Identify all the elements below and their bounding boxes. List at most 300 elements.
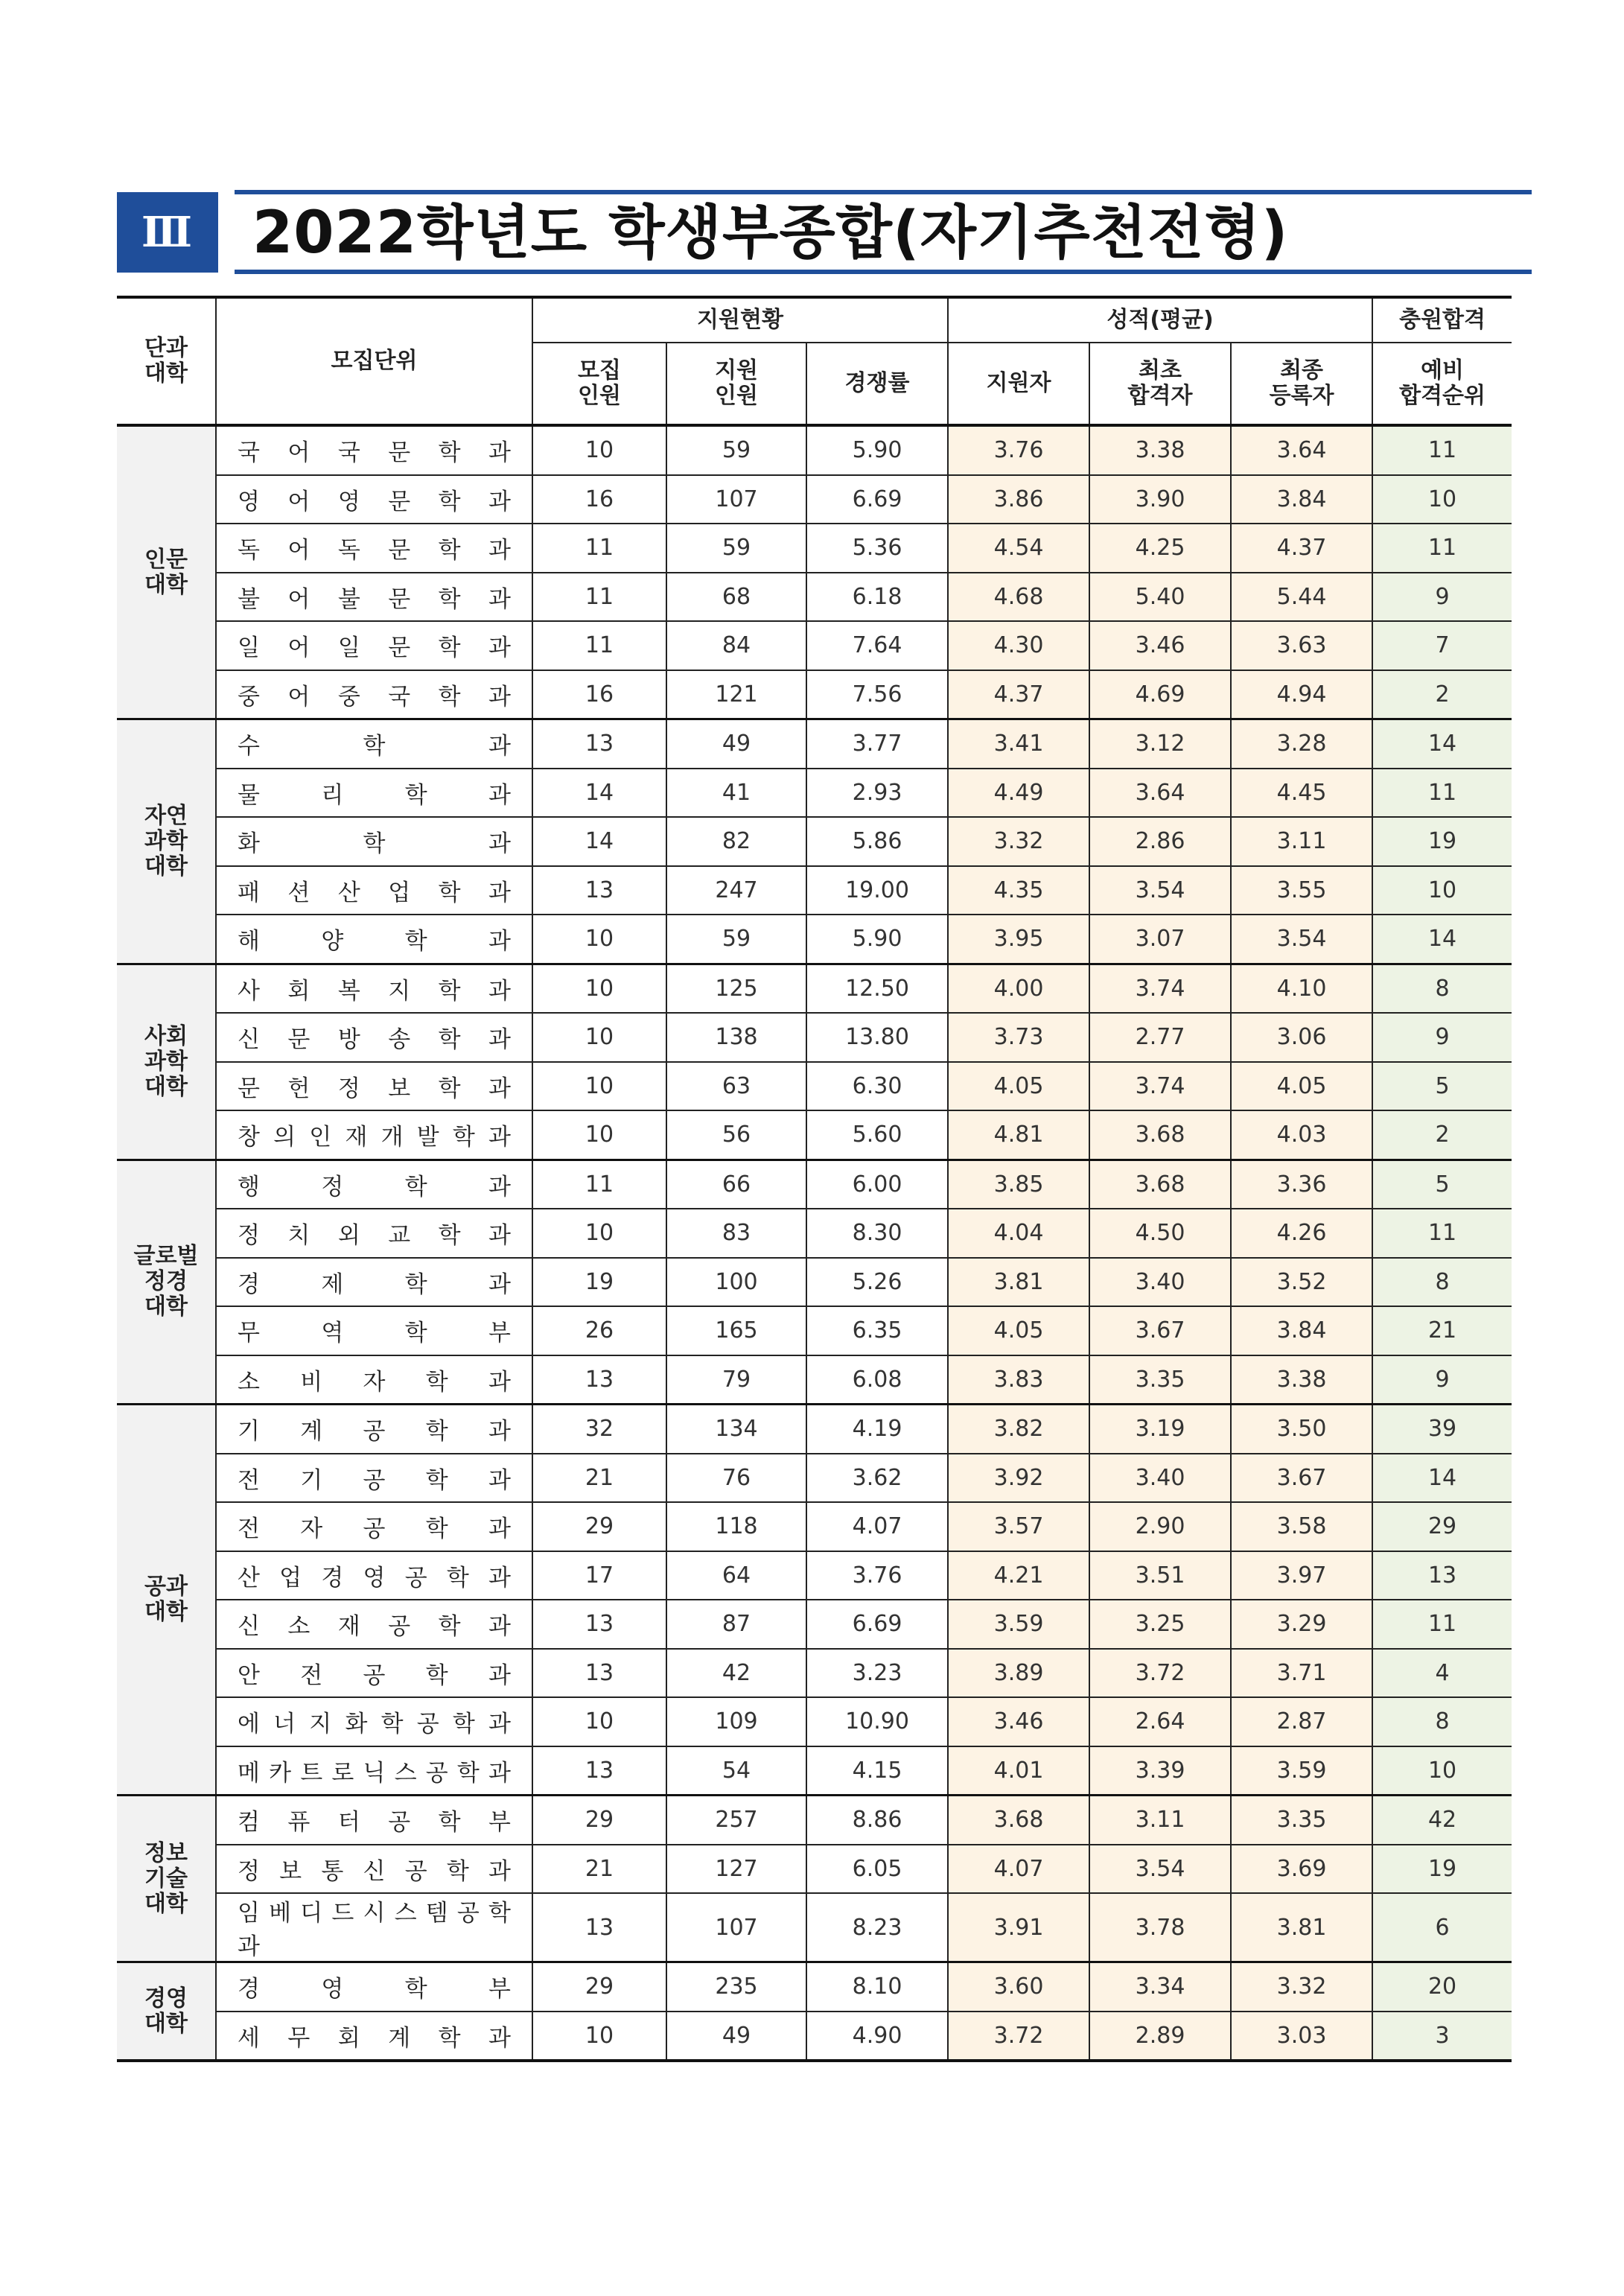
grade-first-pass-cell: 2.89: [1089, 2012, 1231, 2061]
header-waitlist-rank-label: 예비 합격순위: [1399, 357, 1486, 409]
grade-first-pass-cell: 3.64: [1089, 769, 1231, 818]
grade-first-pass-cell: 3.40: [1089, 1258, 1231, 1307]
college-name: 인문 대학: [144, 546, 188, 598]
table-row: [117, 1258, 1512, 1307]
waitlist-rank-cell: 11: [1372, 1209, 1512, 1258]
header-ratio: [806, 343, 948, 425]
grade-applicant-cell: 4.01: [948, 1746, 1089, 1796]
applicants-cell: 42: [666, 1649, 806, 1698]
unit-cell: 불 어 불 문 학 과: [216, 573, 532, 622]
college-cell: [117, 1962, 216, 2061]
unit-cell: 경 영 학 부: [216, 1962, 532, 2012]
applicants-cell: 109: [666, 1697, 806, 1746]
header-unit-label: 모집단위: [331, 348, 418, 374]
grade-final-enrolled-cell: 3.29: [1231, 1600, 1372, 1649]
ratio-cell: 6.69: [806, 1600, 948, 1649]
quota-cell: 10: [532, 1062, 666, 1111]
college-cell: [117, 719, 216, 964]
table-row: [117, 1160, 1512, 1209]
quota-cell: 10: [532, 964, 666, 1013]
unit-cell: 안 전 공 학 과: [216, 1649, 532, 1698]
table-row: [117, 670, 1512, 719]
ratio-cell: 13.80: [806, 1013, 948, 1062]
header-applicant-status: [532, 297, 948, 343]
unit-cell: 산 업 경 영 공 학 과: [216, 1551, 532, 1600]
unit-cell: 패 션 산 업 학 과: [216, 866, 532, 915]
header-grade-final-enrolled-label: 최종 등록자: [1269, 357, 1334, 409]
table-row: [117, 1649, 1512, 1698]
table-row: [117, 1062, 1512, 1111]
applicants-cell: 235: [666, 1962, 806, 2012]
header-waitlist-rank: [1372, 343, 1512, 425]
quota-cell: 11: [532, 524, 666, 573]
quota-cell: 29: [532, 1502, 666, 1551]
grade-final-enrolled-cell: 4.37: [1231, 524, 1372, 573]
waitlist-rank-cell: 14: [1372, 915, 1512, 964]
grade-first-pass-cell: 2.77: [1089, 1013, 1231, 1062]
unit-cell: 정 보 통 신 공 학 과: [216, 1845, 532, 1894]
unit-cell: 영 어 영 문 학 과: [216, 475, 532, 524]
unit-cell: 중 어 중 국 학 과: [216, 670, 532, 719]
admission-results-table: [117, 296, 1512, 2062]
applicants-cell: 59: [666, 425, 806, 475]
waitlist-rank-cell: 10: [1372, 1746, 1512, 1796]
unit-cell: 임 베 디 드 시 스 템 공 학 과: [216, 1893, 532, 1962]
applicants-cell: 56: [666, 1110, 806, 1160]
grade-first-pass-cell: 3.07: [1089, 915, 1231, 964]
grade-final-enrolled-cell: 4.94: [1231, 670, 1372, 719]
grade-final-enrolled-cell: 3.67: [1231, 1454, 1372, 1503]
applicants-cell: 63: [666, 1062, 806, 1111]
table-row: [117, 1405, 1512, 1454]
applicants-cell: 59: [666, 915, 806, 964]
waitlist-rank-cell: 20: [1372, 1962, 1512, 2012]
grade-final-enrolled-cell: 3.84: [1231, 1306, 1372, 1355]
quota-cell: 13: [532, 866, 666, 915]
grade-final-enrolled-cell: 3.38: [1231, 1355, 1372, 1405]
unit-cell: 일 어 일 문 학 과: [216, 621, 532, 670]
waitlist-rank-cell: 39: [1372, 1405, 1512, 1454]
applicants-cell: 125: [666, 964, 806, 1013]
header-applicant-status-label: 지원현황: [697, 307, 783, 333]
waitlist-rank-cell: 21: [1372, 1306, 1512, 1355]
grade-first-pass-cell: 3.12: [1089, 719, 1231, 769]
grade-final-enrolled-cell: 3.58: [1231, 1502, 1372, 1551]
table-row: [117, 1209, 1512, 1258]
grade-first-pass-cell: 3.54: [1089, 1845, 1231, 1894]
waitlist-rank-cell: 8: [1372, 964, 1512, 1013]
grade-applicant-cell: 4.35: [948, 866, 1089, 915]
ratio-cell: 5.26: [806, 1258, 948, 1307]
waitlist-rank-cell: 6: [1372, 1893, 1512, 1962]
grade-first-pass-cell: 3.39: [1089, 1746, 1231, 1796]
header-ratio-label: 경쟁률: [844, 370, 910, 396]
ratio-cell: 6.35: [806, 1306, 948, 1355]
grade-final-enrolled-cell: 3.55: [1231, 866, 1372, 915]
quota-cell: 13: [532, 1600, 666, 1649]
ratio-cell: 7.56: [806, 670, 948, 719]
quota-cell: 32: [532, 1405, 666, 1454]
table-row: [117, 1893, 1512, 1962]
quota-cell: 13: [532, 1649, 666, 1698]
grade-final-enrolled-cell: 4.10: [1231, 964, 1372, 1013]
ratio-cell: 3.77: [806, 719, 948, 769]
waitlist-rank-cell: 9: [1372, 573, 1512, 622]
waitlist-rank-cell: 14: [1372, 719, 1512, 769]
waitlist-rank-cell: 11: [1372, 769, 1512, 818]
grade-applicant-cell: 3.81: [948, 1258, 1089, 1307]
table-row: [117, 524, 1512, 573]
applicants-cell: 49: [666, 2012, 806, 2061]
quota-cell: 10: [532, 2012, 666, 2061]
quota-cell: 10: [532, 425, 666, 475]
grade-first-pass-cell: 3.68: [1089, 1110, 1231, 1160]
unit-cell: 국 어 국 문 학 과: [216, 425, 532, 475]
grade-applicant-cell: 3.46: [948, 1697, 1089, 1746]
grade-final-enrolled-cell: 3.06: [1231, 1013, 1372, 1062]
header-grade-final-enrolled: [1231, 343, 1372, 425]
grade-applicant-cell: 3.85: [948, 1160, 1089, 1209]
grade-applicant-cell: 3.86: [948, 475, 1089, 524]
ratio-cell: 5.60: [806, 1110, 948, 1160]
college-cell: [117, 964, 216, 1160]
grade-applicant-cell: 3.32: [948, 817, 1089, 866]
grade-first-pass-cell: 3.35: [1089, 1355, 1231, 1405]
grade-final-enrolled-cell: 3.69: [1231, 1845, 1372, 1894]
grade-applicant-cell: 3.57: [948, 1502, 1089, 1551]
grade-applicant-cell: 3.60: [948, 1962, 1089, 2012]
college-name: 사회 과학 대학: [144, 1023, 188, 1100]
unit-cell: 세 무 회 계 학 과: [216, 2012, 532, 2061]
applicants-cell: 87: [666, 1600, 806, 1649]
grade-first-pass-cell: 3.78: [1089, 1893, 1231, 1962]
grade-first-pass-cell: 3.38: [1089, 425, 1231, 475]
grade-final-enrolled-cell: 3.52: [1231, 1258, 1372, 1307]
grade-applicant-cell: 4.05: [948, 1062, 1089, 1111]
waitlist-rank-cell: 8: [1372, 1697, 1512, 1746]
applicants-cell: 79: [666, 1355, 806, 1405]
unit-cell: 수 학 과: [216, 719, 532, 769]
grade-final-enrolled-cell: 5.44: [1231, 573, 1372, 622]
unit-cell: 사 회 복 지 학 과: [216, 964, 532, 1013]
header-grades-avg: [948, 297, 1372, 343]
applicants-cell: 59: [666, 524, 806, 573]
unit-cell: 무 역 학 부: [216, 1306, 532, 1355]
grade-final-enrolled-cell: 4.05: [1231, 1062, 1372, 1111]
college-name: 글로벌 정경 대학: [133, 1243, 199, 1320]
grade-applicant-cell: 4.81: [948, 1110, 1089, 1160]
section-number-badge: Ⅲ: [117, 192, 218, 273]
grade-first-pass-cell: 3.19: [1089, 1405, 1231, 1454]
table-row: [117, 1502, 1512, 1551]
table-row: [117, 2012, 1512, 2061]
unit-cell: 독 어 독 문 학 과: [216, 524, 532, 573]
table-row: [117, 915, 1512, 964]
applicants-cell: 107: [666, 1893, 806, 1962]
grade-final-enrolled-cell: 4.45: [1231, 769, 1372, 818]
header-college: [117, 297, 216, 425]
ratio-cell: 4.19: [806, 1405, 948, 1454]
waitlist-rank-cell: 9: [1372, 1013, 1512, 1062]
quota-cell: 11: [532, 1160, 666, 1209]
applicants-cell: 84: [666, 621, 806, 670]
grade-applicant-cell: 4.21: [948, 1551, 1089, 1600]
ratio-cell: 4.90: [806, 2012, 948, 2061]
grade-final-enrolled-cell: 3.59: [1231, 1746, 1372, 1796]
ratio-cell: 4.15: [806, 1746, 948, 1796]
unit-cell: 경 제 학 과: [216, 1258, 532, 1307]
applicants-cell: 134: [666, 1405, 806, 1454]
unit-cell: 기 계 공 학 과: [216, 1405, 532, 1454]
applicants-cell: 247: [666, 866, 806, 915]
waitlist-rank-cell: 5: [1372, 1160, 1512, 1209]
ratio-cell: 8.30: [806, 1209, 948, 1258]
ratio-cell: 8.23: [806, 1893, 948, 1962]
waitlist-rank-cell: 10: [1372, 866, 1512, 915]
table-row: [117, 1013, 1512, 1062]
table-row: [117, 1355, 1512, 1405]
grade-final-enrolled-cell: 3.97: [1231, 1551, 1372, 1600]
grade-applicant-cell: 3.83: [948, 1355, 1089, 1405]
college-name: 자연 과학 대학: [144, 802, 188, 880]
applicants-cell: 82: [666, 817, 806, 866]
waitlist-rank-cell: 14: [1372, 1454, 1512, 1503]
grade-applicant-cell: 3.41: [948, 719, 1089, 769]
applicants-cell: 118: [666, 1502, 806, 1551]
quota-cell: 14: [532, 817, 666, 866]
quota-cell: 19: [532, 1258, 666, 1307]
header-grade-first-pass-label: 최초 합격자: [1127, 357, 1193, 409]
grade-final-enrolled-cell: 3.03: [1231, 2012, 1372, 2061]
applicants-cell: 165: [666, 1306, 806, 1355]
header-grades-avg-label: 성적(평균): [1106, 307, 1214, 333]
table-row: [117, 1306, 1512, 1355]
applicants-cell: 76: [666, 1454, 806, 1503]
grade-applicant-cell: 4.04: [948, 1209, 1089, 1258]
grade-final-enrolled-cell: 3.11: [1231, 817, 1372, 866]
ratio-cell: 3.76: [806, 1551, 948, 1600]
grade-final-enrolled-cell: 3.64: [1231, 425, 1372, 475]
grade-first-pass-cell: 3.90: [1089, 475, 1231, 524]
table-row: [117, 964, 1512, 1013]
quota-cell: 13: [532, 1355, 666, 1405]
college-cell: [117, 425, 216, 719]
waitlist-rank-cell: 29: [1372, 1502, 1512, 1551]
college-cell: [117, 1160, 216, 1405]
ratio-cell: 6.69: [806, 475, 948, 524]
unit-cell: 창 의 인 재 개 발 학 과: [216, 1110, 532, 1160]
applicants-cell: 68: [666, 573, 806, 622]
grade-applicant-cell: 3.92: [948, 1454, 1089, 1503]
grade-first-pass-cell: 3.11: [1089, 1796, 1231, 1845]
applicants-cell: 127: [666, 1845, 806, 1894]
table-row: [117, 1551, 1512, 1600]
table-body: [117, 425, 1512, 2061]
header-quota-label: 모집 인원: [578, 357, 621, 409]
grade-first-pass-cell: 4.50: [1089, 1209, 1231, 1258]
grade-first-pass-cell: 5.40: [1089, 573, 1231, 622]
waitlist-rank-cell: 8: [1372, 1258, 1512, 1307]
grade-first-pass-cell: 4.69: [1089, 670, 1231, 719]
grade-final-enrolled-cell: 3.84: [1231, 475, 1372, 524]
applicants-cell: 107: [666, 475, 806, 524]
ratio-cell: 12.50: [806, 964, 948, 1013]
unit-cell: 신 문 방 송 학 과: [216, 1013, 532, 1062]
grade-applicant-cell: 4.00: [948, 964, 1089, 1013]
unit-cell: 전 기 공 학 과: [216, 1454, 532, 1503]
ratio-cell: 6.08: [806, 1355, 948, 1405]
unit-cell: 화 학 과: [216, 817, 532, 866]
grade-final-enrolled-cell: 3.54: [1231, 915, 1372, 964]
quota-cell: 10: [532, 1209, 666, 1258]
waitlist-rank-cell: 3: [1372, 2012, 1512, 2061]
waitlist-rank-cell: 2: [1372, 670, 1512, 719]
waitlist-rank-cell: 11: [1372, 425, 1512, 475]
grade-first-pass-cell: 3.46: [1089, 621, 1231, 670]
table-row: [117, 425, 1512, 475]
grade-first-pass-cell: 2.90: [1089, 1502, 1231, 1551]
unit-cell: 메 카 트 로 닉 스 공 학 과: [216, 1746, 532, 1796]
title-rule-top: [235, 190, 1532, 194]
table-row: [117, 1110, 1512, 1160]
quota-cell: 29: [532, 1796, 666, 1845]
unit-cell: 행 정 학 과: [216, 1160, 532, 1209]
grade-applicant-cell: 3.89: [948, 1649, 1089, 1698]
grade-first-pass-cell: 4.25: [1089, 524, 1231, 573]
grade-applicant-cell: 3.73: [948, 1013, 1089, 1062]
grade-first-pass-cell: 2.86: [1089, 817, 1231, 866]
ratio-cell: 8.10: [806, 1962, 948, 2012]
quota-cell: 16: [532, 670, 666, 719]
ratio-cell: 4.07: [806, 1502, 948, 1551]
unit-cell: 해 양 학 과: [216, 915, 532, 964]
page-title: 2022학년도 학생부종합(자기추천전형): [252, 200, 1289, 267]
title-rule-bottom: [235, 270, 1532, 274]
grade-applicant-cell: 4.05: [948, 1306, 1089, 1355]
applicants-cell: 41: [666, 769, 806, 818]
waitlist-rank-cell: 4: [1372, 1649, 1512, 1698]
grade-applicant-cell: 4.54: [948, 524, 1089, 573]
ratio-cell: 19.00: [806, 866, 948, 915]
table-row: [117, 769, 1512, 818]
table-row: [117, 621, 1512, 670]
table-row: [117, 1845, 1512, 1894]
waitlist-rank-cell: 5: [1372, 1062, 1512, 1111]
table-row: [117, 719, 1512, 769]
header-applicants: [666, 343, 806, 425]
grade-first-pass-cell: 3.40: [1089, 1454, 1231, 1503]
table-row: [117, 1796, 1512, 1845]
applicants-cell: 54: [666, 1746, 806, 1796]
waitlist-rank-cell: 19: [1372, 1845, 1512, 1894]
table-row: [117, 1746, 1512, 1796]
header-college-label: 단과 대학: [144, 335, 188, 387]
header-applicants-label: 지원 인원: [715, 357, 758, 409]
unit-cell: 신 소 재 공 학 과: [216, 1600, 532, 1649]
college-name: 정보 기술 대학: [144, 1839, 188, 1917]
ratio-cell: 3.23: [806, 1649, 948, 1698]
grade-applicant-cell: 4.37: [948, 670, 1089, 719]
waitlist-rank-cell: 2: [1372, 1110, 1512, 1160]
waitlist-rank-cell: 13: [1372, 1551, 1512, 1600]
grade-applicant-cell: 3.72: [948, 2012, 1089, 2061]
grade-first-pass-cell: 3.34: [1089, 1962, 1231, 2012]
table-row: [117, 866, 1512, 915]
header-unit: [216, 297, 532, 425]
grade-final-enrolled-cell: 3.35: [1231, 1796, 1372, 1845]
grade-final-enrolled-cell: 2.87: [1231, 1697, 1372, 1746]
waitlist-rank-cell: 10: [1372, 475, 1512, 524]
waitlist-rank-cell: 11: [1372, 1600, 1512, 1649]
table-row: [117, 1454, 1512, 1503]
unit-cell: 전 자 공 학 과: [216, 1502, 532, 1551]
grade-applicant-cell: 3.95: [948, 915, 1089, 964]
grade-first-pass-cell: 3.67: [1089, 1306, 1231, 1355]
quota-cell: 10: [532, 1110, 666, 1160]
college-name: 경영 대학: [144, 1985, 188, 2037]
table-row: [117, 475, 1512, 524]
quota-cell: 26: [532, 1306, 666, 1355]
quota-cell: 13: [532, 719, 666, 769]
quota-cell: 10: [532, 1013, 666, 1062]
grade-final-enrolled-cell: 3.28: [1231, 719, 1372, 769]
applicants-cell: 121: [666, 670, 806, 719]
ratio-cell: 3.62: [806, 1454, 948, 1503]
applicants-cell: 49: [666, 719, 806, 769]
ratio-cell: 6.05: [806, 1845, 948, 1894]
grade-final-enrolled-cell: 3.50: [1231, 1405, 1372, 1454]
grade-applicant-cell: 3.76: [948, 425, 1089, 475]
quota-cell: 10: [532, 1697, 666, 1746]
unit-cell: 물 리 학 과: [216, 769, 532, 818]
header-additional-pass: [1372, 297, 1512, 343]
grade-first-pass-cell: 3.51: [1089, 1551, 1231, 1600]
unit-cell: 정 치 외 교 학 과: [216, 1209, 532, 1258]
grade-applicant-cell: 3.82: [948, 1405, 1089, 1454]
quota-cell: 13: [532, 1893, 666, 1962]
header-grade-applicant-label: 지원자: [986, 370, 1051, 396]
ratio-cell: 5.36: [806, 524, 948, 573]
grade-applicant-cell: 3.59: [948, 1600, 1089, 1649]
grade-final-enrolled-cell: 3.63: [1231, 621, 1372, 670]
unit-cell: 소 비 자 학 과: [216, 1355, 532, 1405]
quota-cell: 29: [532, 1962, 666, 2012]
waitlist-rank-cell: 11: [1372, 524, 1512, 573]
ratio-cell: 7.64: [806, 621, 948, 670]
grade-applicant-cell: 4.68: [948, 573, 1089, 622]
waitlist-rank-cell: 9: [1372, 1355, 1512, 1405]
header-quota: [532, 343, 666, 425]
applicants-cell: 66: [666, 1160, 806, 1209]
ratio-cell: 5.90: [806, 915, 948, 964]
quota-cell: 16: [532, 475, 666, 524]
college-cell: [117, 1796, 216, 1962]
ratio-cell: 5.90: [806, 425, 948, 475]
applicants-cell: 83: [666, 1209, 806, 1258]
waitlist-rank-cell: 7: [1372, 621, 1512, 670]
table-row: [117, 573, 1512, 622]
ratio-cell: 5.86: [806, 817, 948, 866]
grade-first-pass-cell: 3.74: [1089, 1062, 1231, 1111]
table-row: [117, 1697, 1512, 1746]
ratio-cell: 2.93: [806, 769, 948, 818]
header-grade-applicant: [948, 343, 1089, 425]
quota-cell: 21: [532, 1845, 666, 1894]
ratio-cell: 8.86: [806, 1796, 948, 1845]
header-additional-pass-label: 충원합격: [1399, 307, 1486, 333]
grade-final-enrolled-cell: 3.36: [1231, 1160, 1372, 1209]
applicants-cell: 257: [666, 1796, 806, 1845]
